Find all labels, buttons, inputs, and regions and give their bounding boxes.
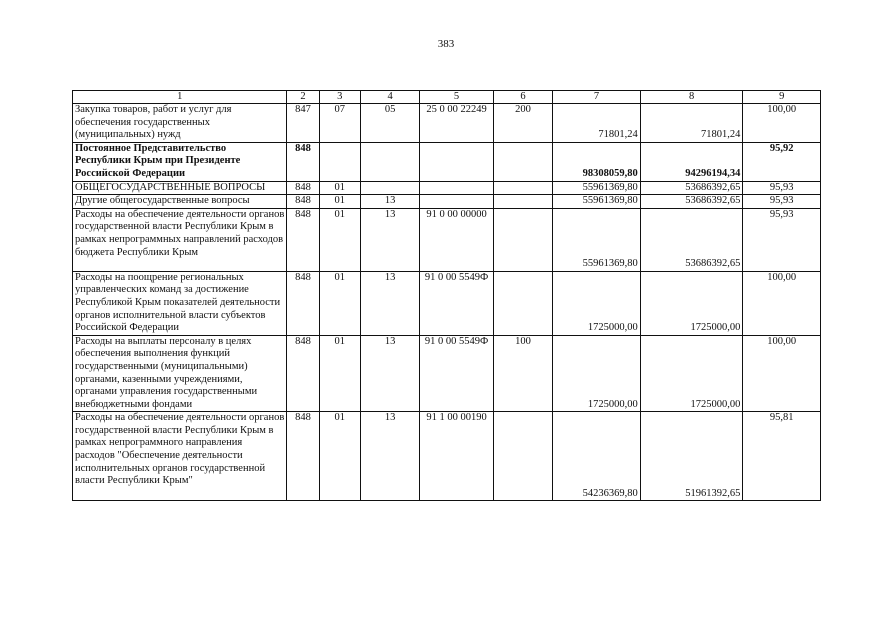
column-header: 9 — [743, 91, 821, 104]
row-name-cell: Постоянное Представительство Республики Крым при Президенте Российской Федерации — [73, 142, 287, 181]
row-plan-cell: 55961369,80 — [553, 181, 641, 195]
row-section-cell: 01 — [319, 271, 360, 335]
row-name-cell: Расходы на обеспечение деятельности органов государственной власти Республики Крым в рамках непрограммных направлений расходов бюджета Республики Крым — [73, 208, 287, 271]
row-actual-cell: 53686392,65 — [640, 195, 743, 209]
row-code-cell: 848 — [287, 195, 319, 209]
row-actual-cell: 94296194,34 — [640, 142, 743, 181]
row-percent-cell: 95,93 — [743, 208, 821, 271]
row-expense-type-cell — [493, 181, 552, 195]
row-plan-cell: 1725000,00 — [553, 271, 641, 335]
row-section-cell: 01 — [319, 181, 360, 195]
row-percent-cell: 100,00 — [743, 104, 821, 143]
budget-table — [72, 90, 821, 501]
row-target-cell: 91 1 00 00190 — [420, 412, 493, 501]
row-subsection-cell: 13 — [360, 335, 419, 412]
row-plan-cell: 55961369,80 — [553, 195, 641, 209]
table-header-row — [73, 91, 821, 104]
row-actual-cell: 53686392,65 — [640, 181, 743, 195]
row-subsection-cell — [360, 181, 419, 195]
row-target-cell: 91 0 00 00000 — [420, 208, 493, 271]
row-plan-cell: 54236369,80 — [553, 412, 641, 501]
row-subsection-cell: 13 — [360, 412, 419, 501]
row-target-cell — [420, 142, 493, 181]
row-name-cell: Расходы на поощрение региональных управленческих команд за достижение Республикой Крым показателей деятельности органов исполнительной власти субъектов Российской Федерации — [73, 271, 287, 335]
table-row — [73, 142, 821, 181]
row-code-cell: 848 — [287, 181, 319, 195]
row-subsection-cell: 13 — [360, 195, 419, 209]
table-row — [73, 195, 821, 209]
row-plan-cell: 98308059,80 — [553, 142, 641, 181]
row-actual-cell: 1725000,00 — [640, 335, 743, 412]
column-header: 5 — [420, 91, 493, 104]
row-expense-type-cell: 100 — [493, 335, 552, 412]
row-subsection-cell: 13 — [360, 271, 419, 335]
row-name-cell: Другие общегосударственные вопросы — [73, 195, 287, 209]
column-header: 1 — [73, 91, 287, 104]
row-name-cell: Расходы на обеспечение деятельности органов государственной власти Республики Крым в рамках непрограммного направления расходов "Обеспечение деятельности исполнительных органов государственной власти Республики Крым" — [73, 412, 287, 501]
table-row — [73, 335, 821, 412]
column-header: 6 — [493, 91, 552, 104]
row-plan-cell: 71801,24 — [553, 104, 641, 143]
row-target-cell — [420, 181, 493, 195]
row-target-cell: 91 0 00 5549Ф — [420, 271, 493, 335]
row-actual-cell: 51961392,65 — [640, 412, 743, 501]
row-subsection-cell — [360, 142, 419, 181]
column-header: 7 — [553, 91, 641, 104]
row-expense-type-cell — [493, 142, 552, 181]
row-code-cell: 848 — [287, 412, 319, 501]
row-target-cell — [420, 195, 493, 209]
row-section-cell: 07 — [319, 104, 360, 143]
row-section-cell: 01 — [319, 412, 360, 501]
row-subsection-cell: 13 — [360, 208, 419, 271]
row-percent-cell: 100,00 — [743, 271, 821, 335]
row-percent-cell: 95,93 — [743, 181, 821, 195]
row-name-cell: Расходы на выплаты персоналу в целях обеспечения выполнения функций государственными (муниципальными) органами, казенными учреждениями, органами управления государственными внебюджетными фондами — [73, 335, 287, 412]
row-code-cell: 847 — [287, 104, 319, 143]
row-section-cell: 01 — [319, 335, 360, 412]
row-plan-cell: 1725000,00 — [553, 335, 641, 412]
column-header: 2 — [287, 91, 319, 104]
page-number: 383 — [437, 38, 455, 50]
table-row — [73, 104, 821, 143]
row-actual-cell: 53686392,65 — [640, 208, 743, 271]
row-percent-cell: 100,00 — [743, 335, 821, 412]
row-percent-cell: 95,81 — [743, 412, 821, 501]
row-section-cell — [319, 142, 360, 181]
row-code-cell: 848 — [287, 335, 319, 412]
row-expense-type-cell — [493, 412, 552, 501]
row-plan-cell: 55961369,80 — [553, 208, 641, 271]
row-name-cell: Закупка товаров, работ и услуг для обеспечения государственных (муниципальных) нужд — [73, 104, 287, 143]
row-code-cell: 848 — [287, 271, 319, 335]
row-expense-type-cell — [493, 208, 552, 271]
row-section-cell: 01 — [319, 195, 360, 209]
row-actual-cell: 71801,24 — [640, 104, 743, 143]
row-target-cell: 91 0 00 5549Ф — [420, 335, 493, 412]
column-header: 8 — [640, 91, 743, 104]
row-code-cell: 848 — [287, 208, 319, 271]
row-expense-type-cell — [493, 195, 552, 209]
column-header: 3 — [319, 91, 360, 104]
table-row — [73, 181, 821, 195]
table-row — [73, 271, 821, 335]
row-percent-cell: 95,92 — [743, 142, 821, 181]
row-subsection-cell: 05 — [360, 104, 419, 143]
row-target-cell: 25 0 00 22249 — [420, 104, 493, 143]
table-row — [73, 208, 821, 271]
row-section-cell: 01 — [319, 208, 360, 271]
table-row — [73, 412, 821, 501]
column-header: 4 — [360, 91, 419, 104]
row-expense-type-cell — [493, 271, 552, 335]
row-actual-cell: 1725000,00 — [640, 271, 743, 335]
row-name-cell: ОБЩЕГОСУДАРСТВЕННЫЕ ВОПРОСЫ — [73, 181, 287, 195]
row-percent-cell: 95,93 — [743, 195, 821, 209]
row-code-cell: 848 — [287, 142, 319, 181]
row-expense-type-cell: 200 — [493, 104, 552, 143]
